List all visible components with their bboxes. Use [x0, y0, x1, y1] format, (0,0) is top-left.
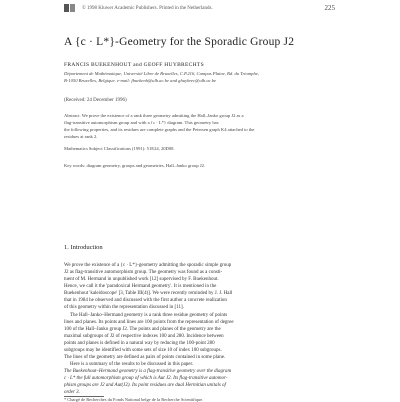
body-line: that in 1984 he observed and discussed with the first author a concrete realization: [64, 298, 227, 303]
affiliation-line: Département de Mathématique, Université Libre de Bruxelles, C.P.216, Campus Plaine, Bd. du Triomphe,: [64, 71, 259, 76]
body-line: The lines of the geometry are defined as pairs of points contained in some plane.: [64, 355, 226, 360]
keywords: Key words: diagram geometry, groups and geometries, Hall–Janko group J2.: [64, 163, 206, 168]
theorem-line: order 3.: [64, 390, 80, 395]
body-line: lines and planes. Its points and lines are 100 points from the representation of degree: [64, 320, 234, 325]
body-line: tuent of M. Hermand in unpublished work [12] supervised by F. Buekenhout.: [64, 277, 219, 282]
body-line: Here is a summary of the results to be discussed in this paper.: [70, 362, 194, 367]
body-line: The Hall–Janko–Hermand geometry is a rank three residue geometry of points: [70, 313, 228, 318]
page-number: 225: [324, 4, 335, 12]
body-line: Buekenhout 'kaleidoscope' [3, Table III(4)]. We were recently reminded by J. J. Hall: [64, 291, 233, 296]
body-line: 100 of the Hall–Janko group J2. The points and planes of the geometry are the: [64, 327, 221, 332]
body-line: subgroups may be identified with some sets of size 10 of index 100 subgroups.: [64, 348, 222, 353]
abstract-line: residues at rank 2.: [64, 134, 98, 139]
publisher-logo-icon: [64, 3, 76, 13]
body-line: of this geometry within the representation discussed in [11].: [64, 305, 184, 310]
paper-title: A {c · L*}-Geometry for the Sporadic Group J2: [64, 36, 295, 48]
abstract-line: Abstract. We prove the existence of a rank three geometry admitting the Hall–Janko group J2 as a: [64, 113, 244, 118]
journal-header: © 1998 Kluwer Academic Publishers. Printed in the Netherlands.: [82, 6, 213, 11]
section-heading: 1. Introduction: [64, 244, 103, 251]
body-line: J2 as flag-transitive automorphism group. The geometry was found as a consti-: [64, 270, 223, 275]
body-line: maximal subgroups of J2 of respective indexes 100 and 280. Incidence between: [64, 334, 224, 339]
abstract-line: the following properties, and its residues are complete graphs and the Petersen graph K4 attached to the: [64, 127, 255, 132]
theorem-line: The Buekenhout–Hermand geometry is a flag-transitive geometry over the diagram: [64, 369, 232, 374]
theorem-line: c · L* the full automorphism group of which is Aut J2. Its flag-transitive automor-: [64, 376, 228, 381]
affiliation-line: B-1050 Bruxelles, Belgique. e-mail: fbuekenh@ulb.ac.be and ghuybrec@ulb.ac.be: [64, 78, 217, 83]
paper-authors: FRANCIS BUEKENHOUT and GEOFF HUYBRECHTS: [64, 62, 204, 68]
received-date: (Received: 24 December 1996): [64, 98, 127, 103]
body-line: We prove the existence of a {c · L*}-geometry admitting the sporadic simple group: [64, 263, 232, 268]
msc-classification: Mathematics Subject Classifications (1991): 51E24, 20D08.: [64, 146, 175, 151]
footnote: * Chargé de Recherches du Fonds National belge de la Recherche Scientifique.: [64, 397, 204, 402]
body-line: Hence, we call it the 'paradoxical Hermand geometry'. It is mentioned in the: [64, 284, 217, 289]
abstract-line: flag-transitive automorphism group and with a {c · L*} diagram. This geometry has: [64, 120, 219, 125]
body-line: points and planes is defined in a natural way by reducing the 100-point 280: [64, 341, 215, 346]
theorem-line: phism groups are J2 and Aut(J2). Its point residues are dual Hermitian unitals of: [64, 383, 226, 388]
